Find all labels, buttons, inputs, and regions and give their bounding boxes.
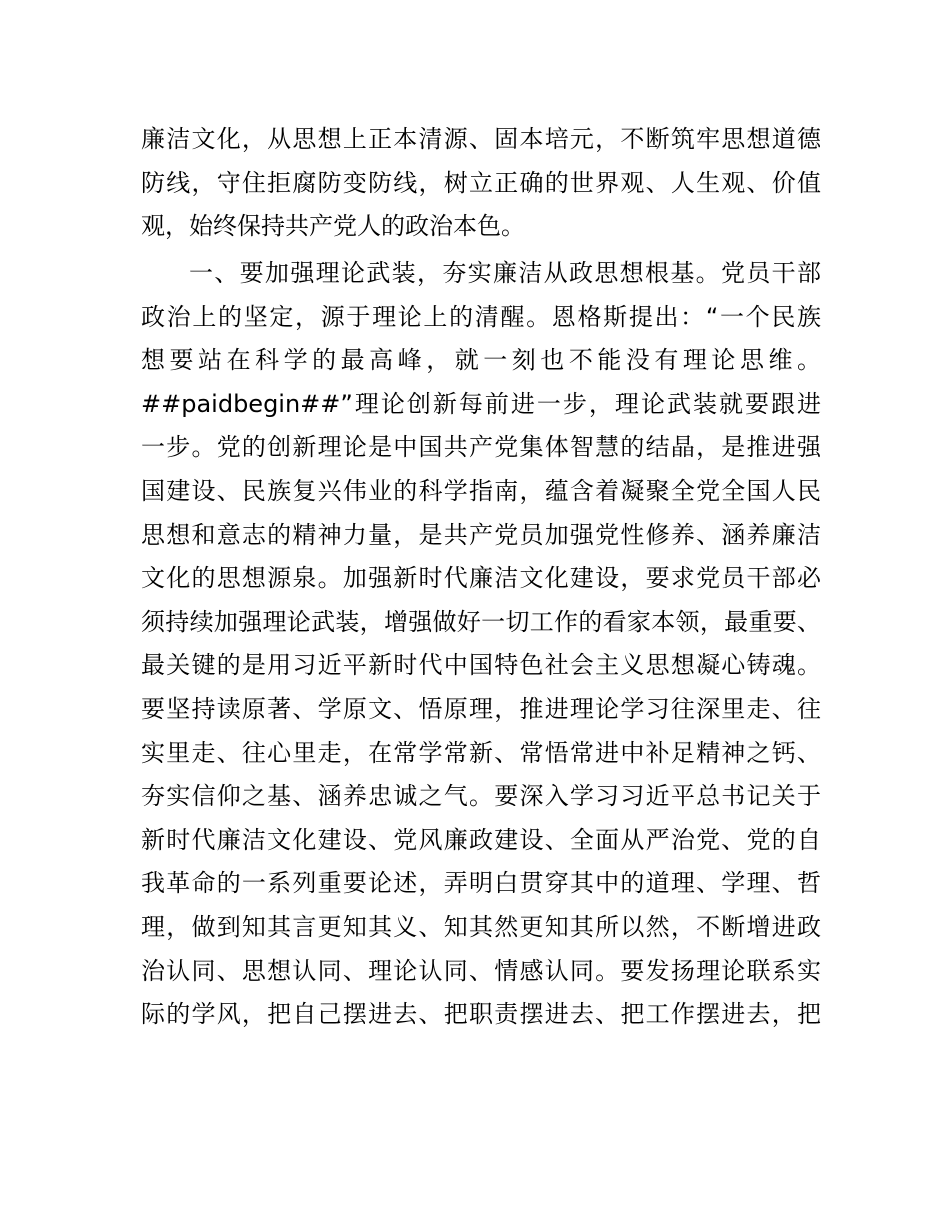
paragraph-continued xyxy=(141,118,821,249)
text-line: 文化的思想源泉。加强新时代廉洁文化建设，要求党员干部必 xyxy=(141,564,821,593)
text-line: 须持续加强理论武装，增强做好一切工作的看家本领，最重要、 xyxy=(141,607,821,636)
text-line: 我革命的一系列重要论述，弄明白贯穿其中的道理、学理、哲 xyxy=(141,869,821,898)
paragraph-one xyxy=(141,252,821,1037)
text-line: 要坚持读原著、学原文、悟原理，推进理论学习往深里走、往 xyxy=(141,694,821,723)
text-line: 观，始终保持共产党人的政治本色。 xyxy=(141,212,525,241)
text-line: 国建设、民族复兴伟业的科学指南，蕴含着凝聚全党全国人民 xyxy=(141,476,821,505)
text-line: 际的学风，把自己摆进去、把职责摆进去、把工作摆进去，把 xyxy=(141,1000,821,1029)
text-line: 政治上的坚定，源于理论上的清醒。恩格斯提出：“一个民族 xyxy=(141,302,821,331)
text-line: 一步。党的创新理论是中国共产党集体智慧的结晶，是推进强 xyxy=(141,433,821,462)
text-line: ##paidbegin##”理论创新每前进一步，理论武装就要跟进 xyxy=(141,389,821,418)
text-line-indented: 一、要加强理论武装，夯实廉洁从政思想根基。党员干部 xyxy=(189,259,821,287)
text-line: 实里走、往心里走，在常学常新、常悟常进中补足精神之钙、 xyxy=(141,738,821,767)
text-line: 想要站在科学的最高峰，就一刻也不能没有理论思维。 xyxy=(141,346,821,375)
text-line: 廉洁文化，从思想上正本清源、固本培元，不断筑牢思想道德 xyxy=(141,125,821,153)
text-line: 最关键的是用习近平新时代中国特色社会主义思想凝心铸魂。 xyxy=(141,651,821,680)
text-line: 思想和意志的精神力量，是共产党员加强党性修养、涵养廉洁 xyxy=(141,520,821,549)
text-line: 夯实信仰之基、涵养忠诚之气。要深入学习习近平总书记关于 xyxy=(141,782,821,811)
text-line: 理，做到知其言更知其义、知其然更知其所以然，不断增进政 xyxy=(141,912,821,941)
text-line: 防线，守住拒腐防变防线，树立正确的世界观、人生观、价值 xyxy=(141,168,821,197)
text-line: 新时代廉洁文化建设、党风廉政建设、全面从严治党、党的自 xyxy=(141,825,821,854)
text-line: 治认同、思想认同、理论认同、情感认同。要发扬理论联系实 xyxy=(141,956,821,985)
